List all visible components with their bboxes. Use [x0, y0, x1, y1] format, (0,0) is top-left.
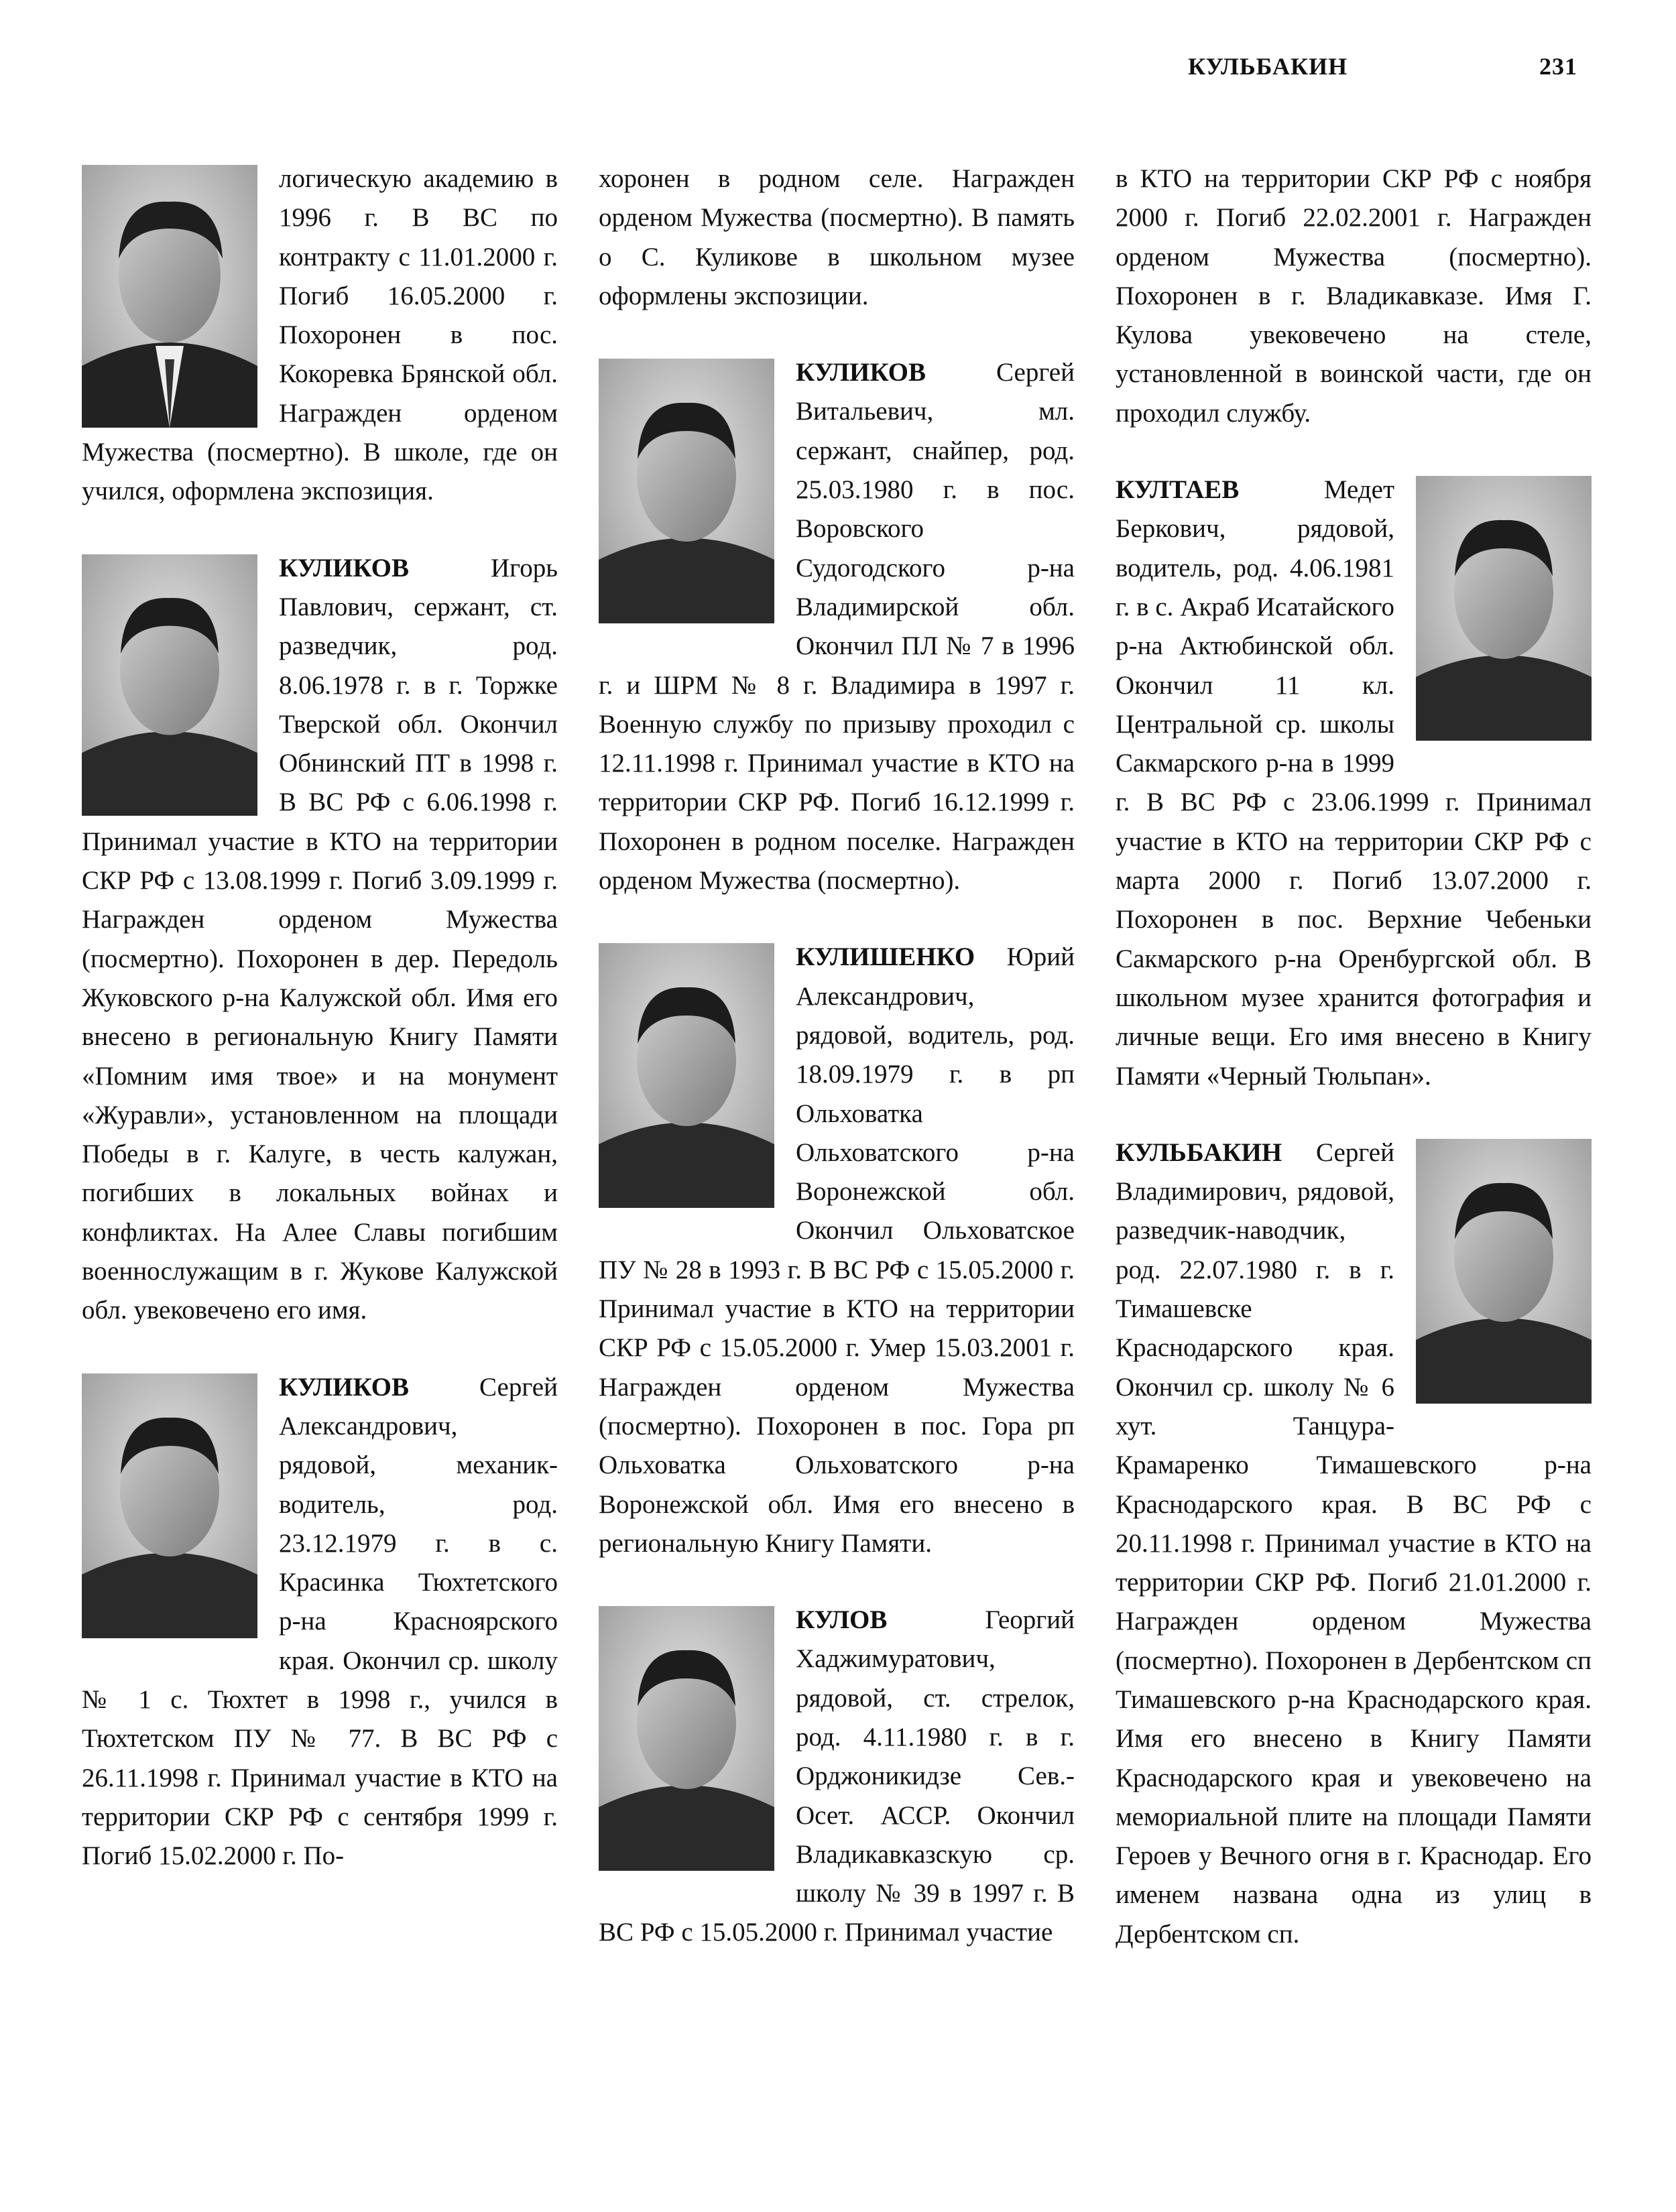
- portrait-photo: [82, 1373, 257, 1638]
- entry-kulishenko: [599, 938, 1075, 1563]
- entry-surname: КУЛТАЕВ: [1116, 475, 1240, 505]
- entry-kulbakin: [1116, 1133, 1592, 1954]
- entry-surname: КУЛОВ: [796, 1605, 888, 1635]
- entry-surname: КУЛИКОВ: [279, 553, 410, 582]
- entry-surname: КУЛИКОВ: [279, 1372, 410, 1402]
- entry-surname: КУЛИШЕНКО: [796, 942, 975, 972]
- portrait-photo: [82, 554, 257, 816]
- entry-text: Игорь Павлович, сержант, ст. разведчик, род. 8.06.1978 г. в г. Торжке Тверской обл. Окончил Обнинский ПТ в 1998 г. В ВС РФ с 6.06.1998 г. Принимал участие в КТО на территории СКР РФ с 13.08.1999 г. Погиб 3.09.1999 г. Награжден орденом Мужества (посмертно). Похоронен в дер. Передоль Жуковского р-на Калужской обл. Имя его внесено в региональную Книгу Памяти «Помним имя твое» и на монумент «Журавли», установленном на площади Победы в г. Калуге, в честь калужан, погибших в локальных войнах и конфликтах. На Алее Славы погибшим военнослужащим в г. Жукове Калужской обл. увековечено его имя.: [82, 553, 558, 1325]
- entry-continuation: хоронен в родном селе. Награжден орденом Мужества (посмертно). В память о С. Куликове в школьном музее оформлены экспозиции.: [599, 164, 1075, 310]
- entry-surname: КУЛИКОВ: [796, 358, 926, 387]
- entry-kulikov-sergey-v: [599, 353, 1075, 900]
- column-2: [599, 160, 1075, 1990]
- entry-kulov: [599, 1601, 1075, 1953]
- portrait-photo: [1416, 1139, 1592, 1404]
- entry-text: Юрий Александрович, рядовой, водитель, род. 18.09.1979 г. в рп Ольховатка Ольховатского р-на Воронежской обл. Окончил Ольховатское ПУ № 28 в 1993 г. В ВС РФ с 15.05.2000 г. Принимал участие в КТО на территории СКР РФ с 15.05.2000 г. Умер 15.03.2001 г. Награжден орденом Мужества (посмертно). Похоронен в пос. Гора рп Ольховатка Ольховатского р-на Воронежской обл. Имя его внесено в региональную Книгу Памяти.: [599, 942, 1075, 1558]
- portrait-photo: [82, 165, 257, 428]
- column-1: [82, 160, 558, 1913]
- portrait-photo: [599, 943, 774, 1208]
- portrait-photo: [599, 359, 774, 623]
- entry-text: Георгий Хаджимуратович, рядовой, ст. стрелок, род. 4.11.1980 г. в г. Орджоникидзе Сев.-Осет. АССР. Окончил Владикавказскую ср. школу № 39 в 1997 г. В ВС РФ с 15.05.2000 г. Принимал участие: [599, 1605, 1075, 1947]
- portrait-photo: [599, 1606, 774, 1871]
- entry-text: Сергей Владимирович, рядовой, разведчик-наводчик, род. 22.07.1980 г. в г. Тимашевске Краснодарского края. Окончил ср. школу № 6 хут. Танцура-Крамаренко Тимашевского р-на Краснодарского края. В ВС РФ с 20.11.1998 г. Принимал участие в КТО на территории СКР РФ. Погиб 21.01.2000 г. Награжден орденом Мужества (посмертно). Похоронен в Дербентском сп Тимашевского р-на Краснодарского края. Имя его внесено в Книгу Памяти Краснодарского края и увековечено на мемориальной плите на площади Памяти Героев у Вечного огня в г. Краснодар. Его именем названа одна из улиц в Дербентском сп.: [1116, 1138, 1592, 1949]
- running-head: КУЛЬБАКИН: [1188, 53, 1348, 80]
- portrait-photo: [1416, 476, 1592, 741]
- column-3: [1116, 160, 1592, 1991]
- entry-text: Медет Беркович, рядовой, водитель, род. 4.06.1981 г. в с. Акраб Исатайского р-на Актюбинской обл. Окончил 11 кл. Центральной ср. школы Сакмарского р-на в 1999 г. В ВС РФ с 23.06.1999 г. Принимал участие в КТО на территории СКР РФ с марта 2000 г. Погиб 13.07.2000 г. Похоронен в пос. Верхние Чебеньки Сакмарского р-на Оренбургской обл. В школьном музее хранится фотография и личные вещи. Его имя внесено в Книгу Памяти «Черный Тюльпан».: [1116, 475, 1592, 1091]
- entry-continuation: в КТО на территории СКР РФ с ноября 2000 г. Погиб 22.02.2001 г. Награжден орденом Мужества (посмертно). Похоронен в г. Владикавказе. Имя Г. Кулова увековечено на стеле, установленной в воинской части, где он проходил службу.: [1116, 164, 1592, 428]
- entry-kultaev: [1116, 471, 1592, 1096]
- entry-kulikov-igor: [82, 549, 558, 1331]
- entry-continuation: логическую академию в 1996 г. В ВС по контракту с 11.01.2000 г. Погиб 16.05.2000 г. Похоронен в пос. Кокоревка Брянской обл. Награжден орденом Мужества (посмертно). В школе, где он учился, оформлена экспозиция.: [82, 164, 558, 506]
- entry-surname: КУЛЬБАКИН: [1116, 1138, 1282, 1167]
- entry-kulikov-sergey-a: [82, 1368, 558, 1876]
- entry-text: Сергей Витальевич, мл. сержант, снайпер, род. 25.03.1980 г. в пос. Воровского Судогодского р-на Владимирской обл. Окончил ПЛ № 7 в 1996 г. и ШРМ № 8 г. Владимира в 1997 г. Военную службу по призыву проходил с 12.11.1998 г. Принимал участие в КТО на территории СКР РФ. Погиб 16.12.1999 г. Похоронен в родном поселке. Награжден орденом Мужества (посмертно).: [599, 358, 1075, 896]
- entry-text: Сергей Александрович, рядовой, механик-водитель, род. 23.12.1979 г. в с. Красинка Тюхтетского р-на Красноярского края. Окончил ср. школу № 1 с. Тюхтет в 1998 г., учился в Тюхтетском ПУ № 77. В ВС РФ с 26.11.1998 г. Принимал участие в КТО на территории СКР РФ с сентября 1999 г. Погиб 15.02.2000 г. По-: [82, 1372, 558, 1871]
- page-number: 231: [1539, 53, 1577, 80]
